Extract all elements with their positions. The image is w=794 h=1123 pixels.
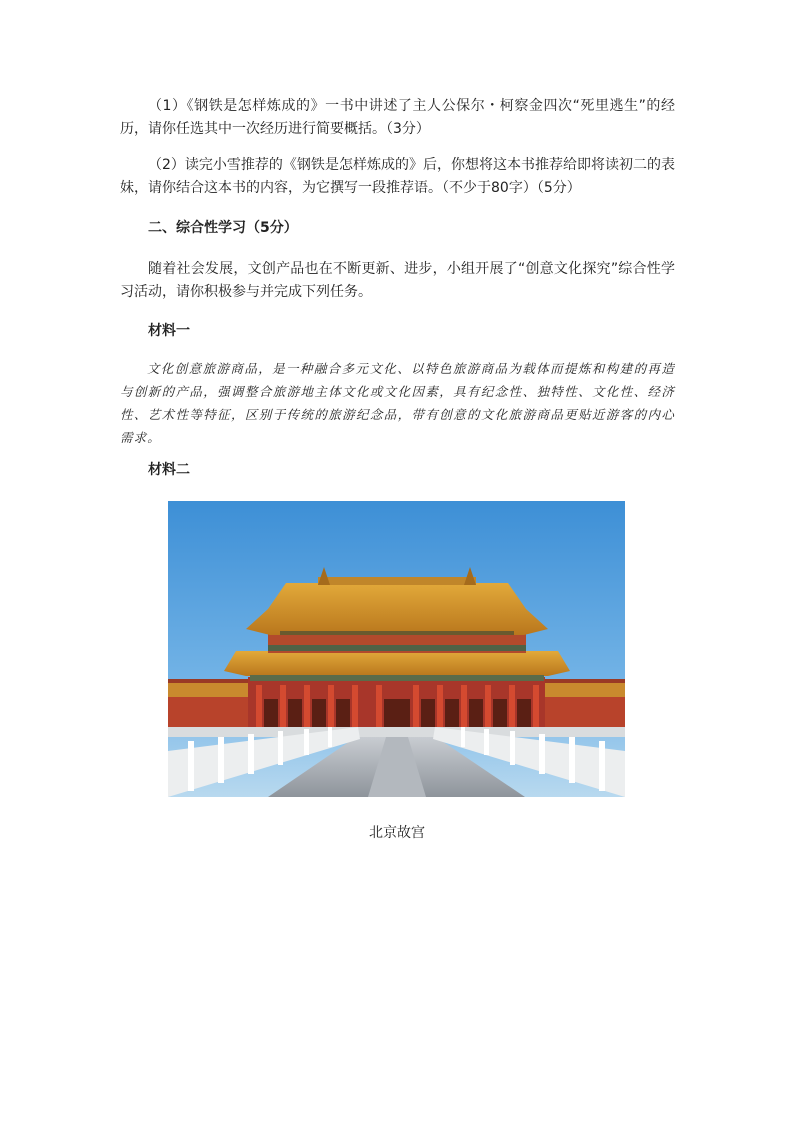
section-2-heading: 二、综合性学习（5分） [148, 220, 298, 236]
material-1-text: 文化创意旅游商品，是一种融合多元文化、以特色旅游商品为载体而提炼和构建的再造与创新的产品，强调整合旅游地主体文化或文化因素，具有纪念性、独特性、文化性、经济性、艺术性等特征，区别于传统的旅游纪念品，带有创意的文化旅游商品更贴近游客的内心需求。 [120, 361, 675, 445]
question-2: （2）读完小雪推荐的《钢铁是怎样炼成的》后，你想将这本书推荐给即将读初二的表妹，请你结合这本书的内容，为它撰写一段推荐语。（不少于80字）（5分） [120, 157, 675, 196]
section-2-intro: 随着社会发展，文创产品也在不断更新、进步，小组开展了“创意文化探究”综合性学习活动，请你积极参与并完成下列任务。 [120, 261, 675, 300]
photo-caption: 北京故宫 [369, 825, 425, 841]
material-1-heading: 材料一 [148, 323, 190, 339]
question-1: （1）《钢铁是怎样炼成的》一书中讲述了主人公保尔・柯察金四次“死里逃生”的经历，请你任选其中一次经历进行简要概括。（3分） [120, 98, 675, 137]
forbidden-city-photo [168, 501, 625, 797]
material-2-heading: 材料二 [148, 462, 190, 478]
